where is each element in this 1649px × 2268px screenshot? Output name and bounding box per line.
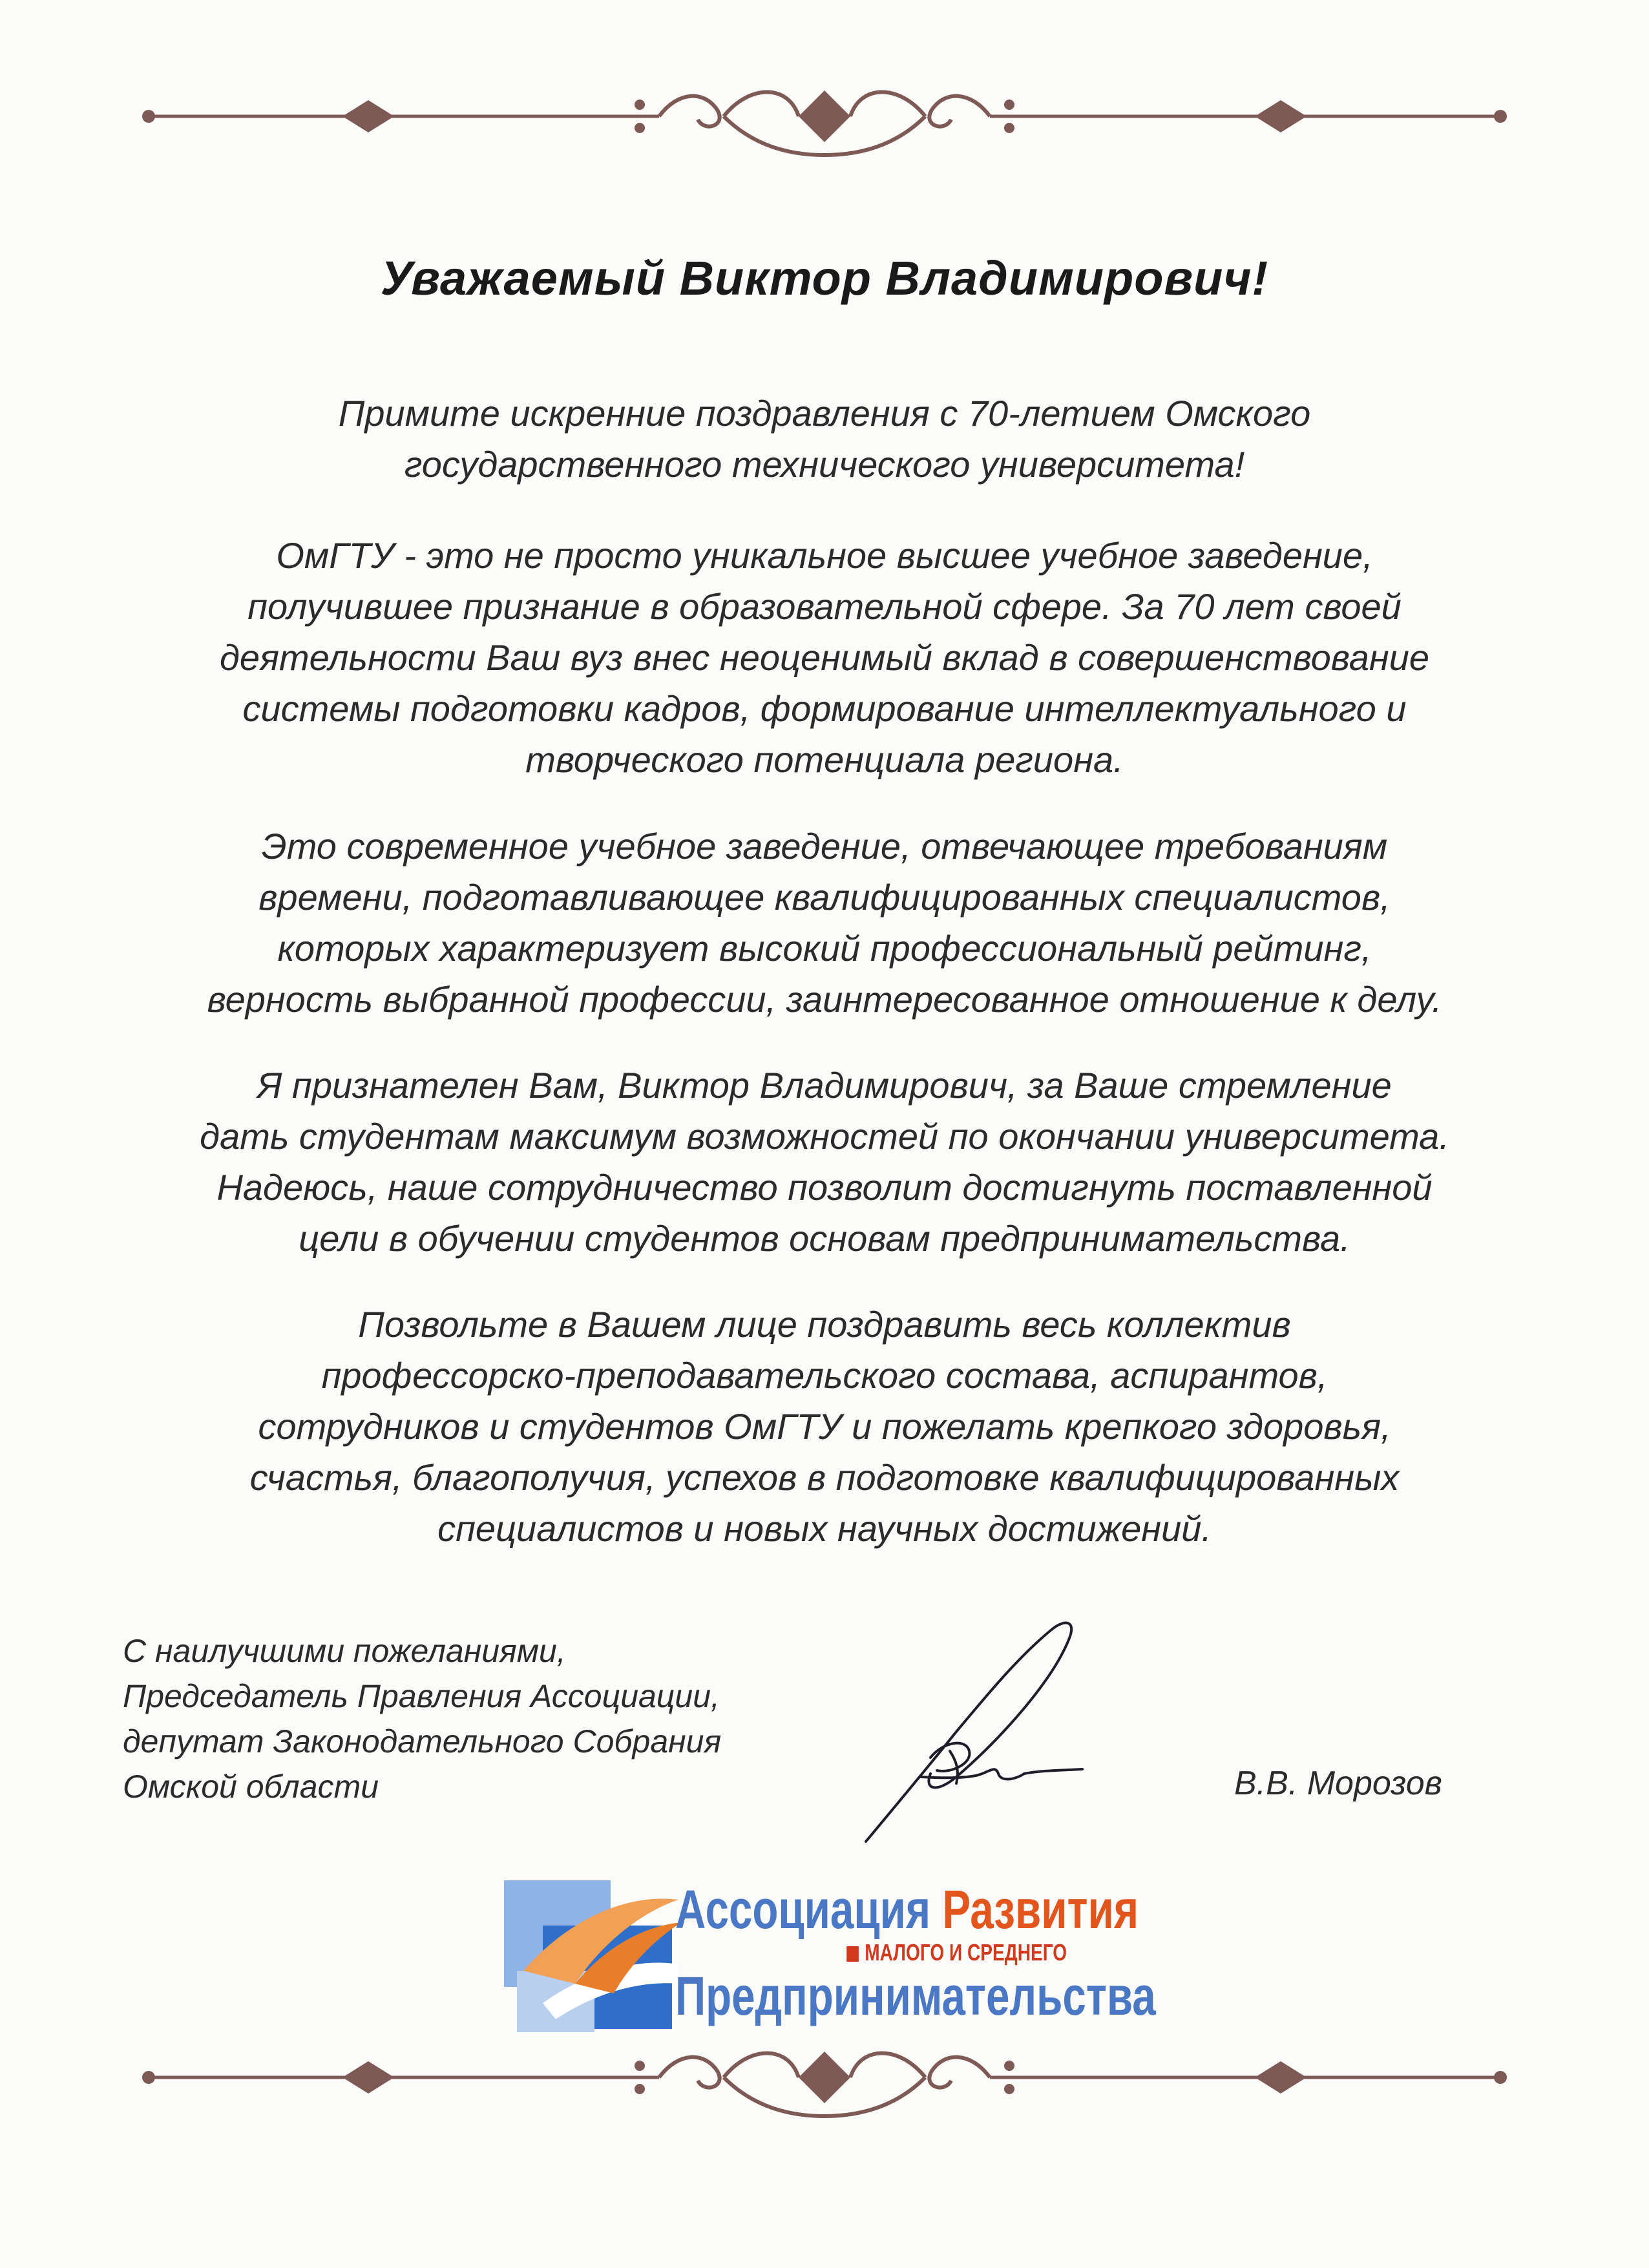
closing-line: Председатель Правления Ассоциации, [123,1678,720,1714]
text-line: получившее признание в образовательной сфере. За 70 лет своей [247,586,1402,627]
text-line: верность выбранной профессии, заинтересованное отношение к делу. [207,979,1442,1020]
logo-word-entrepreneurship: Предпринимательства [675,1966,1156,2026]
signer-name: В.В. Морозов [1234,1765,1442,1802]
logo-word-development: Развития [942,1879,1139,1940]
closing-line: С наилучшими пожеланиями, [123,1633,566,1669]
bottom-ornament [123,2026,1526,2129]
text-line: дать студентам максимум возможностей по окончании университета. [200,1116,1449,1157]
logo-word-association: Ассоциация [675,1879,931,1940]
handwritten-signature [859,1609,1092,1854]
closing-line: Омской области [123,1769,379,1805]
logo-small-text: МАЛОГО И СРЕДНЕГО [865,1939,1067,1966]
text-line: которых характеризует высокий профессиональный рейтинг, [277,928,1372,969]
letter-greeting: Уважаемый Виктор Владимирович! [380,251,1269,305]
text-line: сотрудников и студентов ОмГТУ и пожелать крепкого здоровья, [258,1406,1391,1447]
logo-emblem-icon [498,1874,685,2035]
text-line: творческого потенциала региона. [525,739,1124,780]
text-line: Это современное учебное заведение, отвечающее требованиям [261,826,1388,866]
text-line: деятельности Ваш вуз внес неоценимый вклад в совершенствование [219,637,1430,678]
text-line: Позвольте в Вашем лице поздравить весь коллектив [358,1304,1291,1345]
paragraph-5 [123,1299,1526,1554]
text-line: профессорско-преподавательского состава, аспирантов, [321,1355,1328,1396]
text-line: Я признателен Вам, Виктор Владимирович, за Ваше стремление [257,1065,1392,1106]
text-line: специалистов и новых научных достижений. [437,1508,1212,1549]
closing-line: депутат Законодательного Собрания [123,1723,722,1759]
text-line: Надеюсь, наше сотрудничество позволит достигнуть поставленной [216,1167,1433,1208]
paragraph-3 [123,821,1526,1025]
text-line: счастья, благополучия, успехов в подготовке квалифицированных [249,1457,1400,1498]
paragraph-2 [123,530,1526,785]
paragraph-4 [123,1060,1526,1264]
text-line: Примите искренние поздравления с 70-летием Омского [338,393,1311,434]
logo-text [675,1879,1156,2026]
closing-block [123,1628,721,1809]
paragraph-1 [123,388,1526,490]
text-line: цели в обучении студентов основам предпринимательства. [299,1218,1350,1259]
text-line: ОмГТУ - это не просто уникальное высшее учебное заведение, [276,535,1373,576]
logo-square-icon [846,1946,859,1962]
top-ornament [123,65,1526,168]
text-line: времени, подготавливающее квалифицированных специалистов, [258,877,1391,918]
text-line: системы подготовки кадров, формирование интеллектуального и [242,688,1407,729]
text-line: государственного технического университета! [404,444,1245,485]
association-logo [498,1874,1156,2035]
